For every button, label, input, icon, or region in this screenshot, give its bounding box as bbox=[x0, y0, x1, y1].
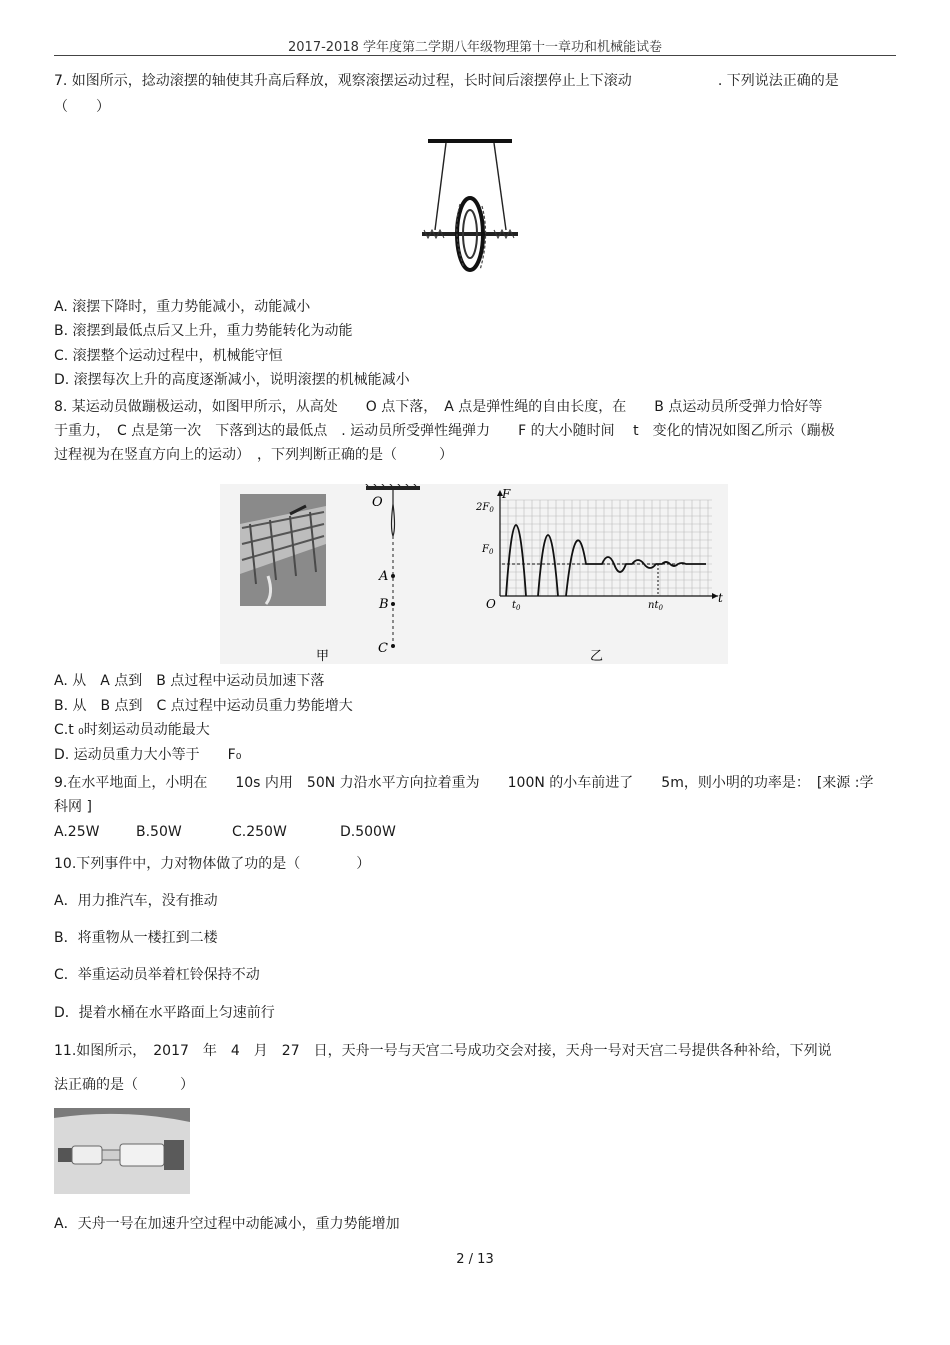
q10-option-a: A．用力推汽车，没有推动 bbox=[54, 893, 218, 909]
tick-f0: $F_0$ bbox=[482, 544, 494, 556]
q7-pendulum-figure bbox=[420, 134, 520, 286]
q9-stem-line2: 科网 ] bbox=[54, 799, 92, 815]
tick-t0: $t_0$ bbox=[512, 600, 521, 612]
fig-left-caption: 甲 bbox=[316, 649, 330, 664]
q7-stem-tail: . 下列说法正确的是 bbox=[717, 73, 839, 89]
point-b-label: B bbox=[379, 597, 389, 612]
q9-options-row bbox=[54, 823, 396, 841]
tiangong-module bbox=[120, 1144, 164, 1166]
q10-option-d: D．提着水桶在水平路面上匀速前行 bbox=[54, 1005, 275, 1021]
q7-option-a: A. 滚摆下降时，重力势能减小，动能减小 bbox=[54, 299, 311, 315]
page-header: 2017-2018 学年度第二学期八年级物理第十一章功和机械能试卷 bbox=[288, 40, 662, 55]
point-c-label: C bbox=[378, 641, 388, 656]
q7-stem-line1 bbox=[54, 72, 839, 90]
q9-option-c: C.250W bbox=[232, 824, 287, 840]
q10-option-b: B．将重物从一楼扛到二楼 bbox=[54, 930, 218, 946]
q8-bungee-figure bbox=[220, 484, 728, 664]
q7-option-b: B. 滚摆到最低点后又上升，重力势能转化为动能 bbox=[54, 323, 353, 339]
t-axis-label: t bbox=[718, 591, 723, 605]
q10-stem: 10.下列事件中，力对物体做了功的是（ ） bbox=[54, 856, 371, 872]
q8-stem-line1: 8. 某运动员做蹦极运动，如图甲所示，从高处 O 点下落， A 点是弹性绳的自由长度，在 B 点运动员所受弹力恰好等 bbox=[54, 399, 823, 415]
bungee-photo bbox=[240, 494, 326, 606]
q9-stem-line1: 9.在水平地面上，小明在 10s 内用 50N 力沿水平方向拉着重为 100N 的小车前进了 5m，则小明的功率是： [来源 :学 bbox=[54, 775, 874, 791]
q8-option-d: D. 运动员重力大小等于 F₀ bbox=[54, 747, 242, 763]
q9-option-d: D.500W bbox=[340, 824, 396, 840]
header-divider bbox=[54, 55, 896, 56]
q11-spacecraft-photo bbox=[54, 1108, 190, 1194]
f-axis-label: F bbox=[502, 487, 511, 501]
tianzhou-module bbox=[72, 1146, 102, 1164]
q7-option-c: C. 滚摆整个运动过程中，机械能守恒 bbox=[54, 348, 283, 364]
q7-option-d: D. 滚摆每次上升的高度逐渐减小，说明滚摆的机械能减小 bbox=[54, 372, 410, 388]
fig-right-caption: 乙 bbox=[590, 649, 604, 664]
q8-stem-line3: 过程视为在竖直方向上的运动） ，下列判断正确的是（ ） bbox=[54, 447, 453, 463]
q8-option-b: B. 从 B 点到 C 点过程中运动员重力势能增大 bbox=[54, 698, 353, 714]
docking-port bbox=[102, 1150, 120, 1160]
q8-stem-line2: 于重力， C 点是第一次 下落到达的最低点 . 运动员所受弹性绳弹力 F 的大小随时间 t 变化的情况如图乙所示（蹦极 bbox=[54, 423, 835, 439]
tick-nt0: $nt_0$ bbox=[648, 600, 663, 612]
graph-origin: O bbox=[486, 597, 496, 611]
q8-option-c: C.t ₀时刻运动员动能最大 bbox=[54, 722, 210, 738]
q11-stem-line2: 法正确的是（ ） bbox=[54, 1077, 194, 1093]
q11-option-a: A．天舟一号在加速升空过程中动能减小，重力势能增加 bbox=[54, 1216, 400, 1232]
solar-panel-right bbox=[164, 1140, 184, 1170]
page-number: 2 / 13 bbox=[456, 1252, 494, 1267]
q9-option-b: B.50W bbox=[136, 824, 182, 840]
q10-option-c: C．举重运动员举着杠铃保持不动 bbox=[54, 967, 260, 983]
q8-option-a: A. 从 A 点到 B 点过程中运动员加速下落 bbox=[54, 673, 325, 689]
solar-panel-left bbox=[58, 1148, 72, 1162]
q7-answer-paren: （ ） bbox=[54, 99, 110, 115]
point-o-label: O bbox=[372, 495, 383, 510]
tick-2f0: $2F_0$ bbox=[476, 502, 494, 514]
point-a-label: A bbox=[379, 569, 389, 584]
q11-stem-line1: 11.如图所示， 2017 年 4 月 27 日，天舟一号与天宫二号成功交会对接，天舟一号对天宫二号提供各种补给，下列说 bbox=[54, 1043, 832, 1059]
pendulum-left-string bbox=[435, 143, 446, 230]
pendulum-right-string bbox=[494, 143, 506, 230]
q7-stem-text: 7. 如图所示，捻动滚摆的轴使其升高后释放，观察滚摆运动过程，长时间后滚摆停止上下滚动 bbox=[54, 73, 632, 89]
q9-option-a: A.25W bbox=[54, 824, 100, 840]
